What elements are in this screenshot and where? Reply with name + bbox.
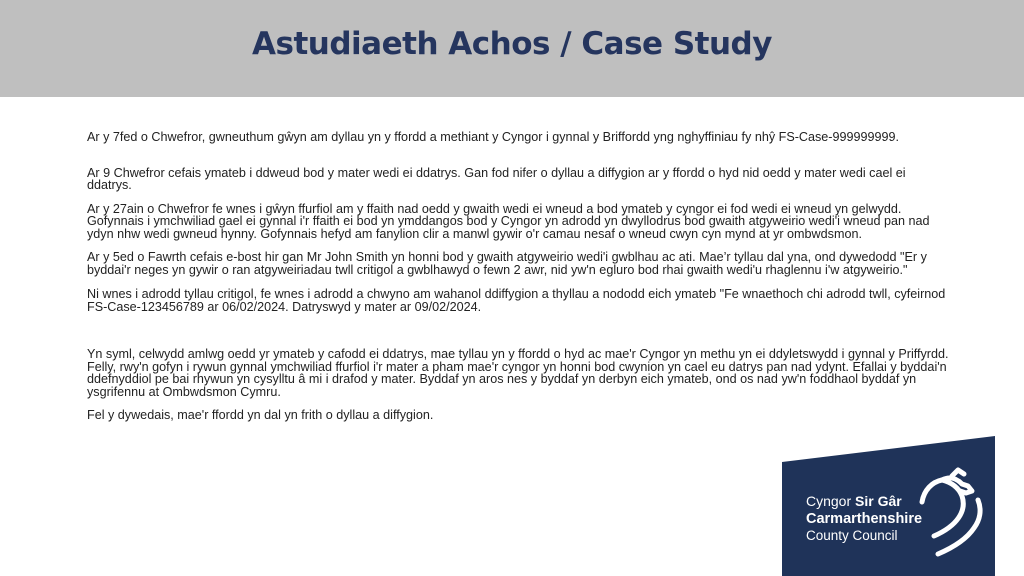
logo-text bbox=[806, 493, 966, 544]
paragraph-4: Ar y 5ed o Fawrth cefais e-bost hir gan Mr John Smith yn honni bod y gwaith atgyweirio wedi'i gwblhau ac ati. Mae’r tyllau dal yna, ond dywedodd "Er y byddai'r neges yn gywir o ran atgyweiriadau twll critigol a gwblhawyd o fewn 2 awr, nid yw'n egluro bod rhai gwaith wedi'u rhaglennu i'w atgyweirio." bbox=[87, 250, 927, 277]
paragraph-5: Ni wnes i adrodd tyllau critigol, fe wnes i adrodd a chwyno am wahanol ddiffygion a thyllau a nododd eich ymateb "Fe wnaethoch chi adrodd twll, cyfeirnod FS-Case-123456789 ar 06/02/2024. Datryswyd y mater ar 09/02/2024. bbox=[87, 287, 946, 314]
logo-line-county-council: County Council bbox=[806, 528, 898, 543]
case-study-body bbox=[87, 131, 949, 431]
paragraph-3: Ar y 27ain o Chwefror fe wnes i gŵyn ffurfiol am y ffaith nad oedd y gwaith wedi ei wneud a bod ymateb y cyngor ei fod wedi ei wneud yn gelwydd. Gofynnais i ymchwiliad gael ei gynnal i'r ffaith ei bod yn ymddangos bod y Cyngor yn adrodd yn dwyllodrus bod gwaith atgyweirio wedi'i wneud pan nad ydyn nhw wedi gwneud hynny. Gofynnais hefyd am fanylion clir a manwl gywir o'r camau nesaf o wneud cwyn cyn mynd at yr ombwdsmon. bbox=[87, 201, 930, 241]
logo-line-cyngor: Cyngor Sir Gâr bbox=[806, 493, 902, 509]
paragraph-2: Ar 9 Chwefror cefais ymateb i ddweud bod y mater wedi ei ddatrys. Gan fod nifer o dyllau a diffygion ar y ffordd o hyd nid oedd y mater wedi cael ei ddatrys. bbox=[87, 165, 906, 192]
page-title: Astudiaeth Achos / Case Study bbox=[252, 26, 772, 62]
paragraph-7: Fel y dywedais, mae'r ffordd yn dal yn frith o dyllau a diffygion. bbox=[87, 408, 434, 422]
paragraph-6: Yn syml, celwydd amlwg oedd yr ymateb y cafodd ei ddatrys, mae tyllau yn y ffordd o hyd ac mae'r Cyngor yn methu yn ei ddyletswydd i gynnal y Priffyrdd. Felly, rwy'n gofyn i rywun gynnal ymchwiliad ffurfiol i'r mater a pham mae'r cyngor yn honni bod cwynion yn cael eu datrys pan nad ydynt. Efallai y byddai'n ddefnyddiol pe bai rhywun yn cysylltu â mi i drafod y mater. Byddaf yn aros nes y byddaf yn derbyn eich ymateb, ond os nad yw'n foddhaol byddaf yn ysgrifennu at Ombwdsmon Cymru. bbox=[87, 347, 949, 399]
logo-line-carmarthenshire: Carmarthenshire bbox=[806, 511, 923, 527]
paragraph-1: Ar y 7fed o Chwefror, gwneuthum gŵyn am dyllau yn y ffordd a methiant y Cyngor i gynnal y Briffordd yng nghyffiniau fy nhŷ FS-Case-999999999. bbox=[87, 130, 900, 144]
